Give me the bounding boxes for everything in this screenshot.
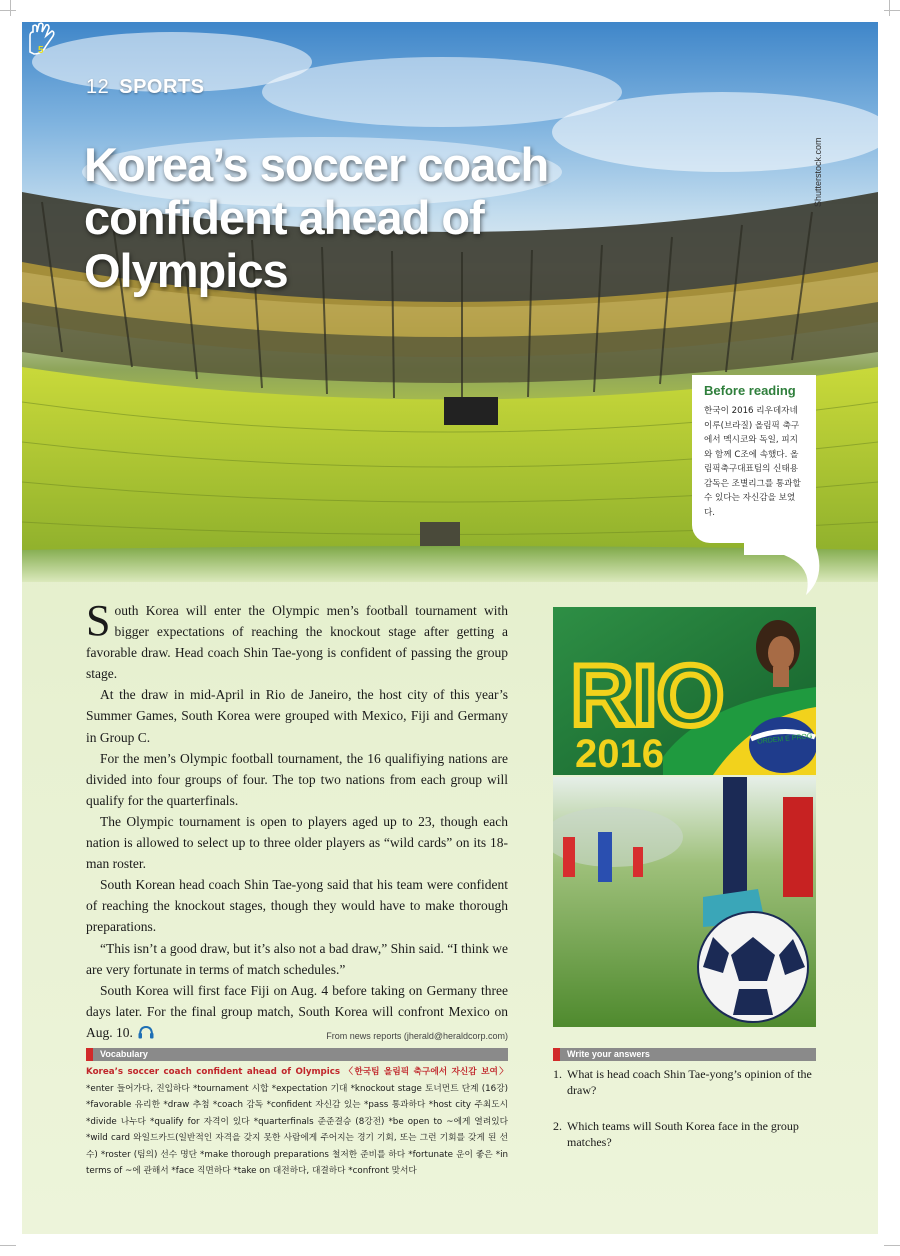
vocabulary-title-ko: 〈한국팀 올림픽 축구에서 자신감 보여〉	[344, 1067, 508, 1077]
article-body	[86, 596, 508, 1047]
article-paragraph	[86, 596, 508, 684]
rio-2016-image	[553, 607, 816, 775]
section-header	[86, 76, 205, 99]
rio-word: RIO	[571, 648, 724, 744]
article-last-text: South Korea will first face Fiji on Aug. 4 before taking on Germany three days later. For the final group match, South Korea will confront Mexico on Aug. 10.	[86, 982, 508, 1040]
red-marker	[553, 1048, 560, 1061]
section-name: SPORTS	[119, 76, 205, 98]
before-reading-box	[692, 375, 816, 543]
vocabulary-body	[86, 1064, 508, 1180]
question-text: Which teams will South Korea face in the group matches?	[567, 1119, 799, 1149]
section-number: 12	[86, 76, 110, 98]
level-hand-icon	[22, 22, 62, 58]
vocabulary-text: *enter 들어가다, 진입하다 *tournament 시합 *expectation 기대 *knockout stage 토너먼트 단계 (16강) *favorable 유리한 *draw 추첨 *coach 감독 *confident 자신감 있는 *pass 통과하다 *host city 주최도시 *divide 나누다 *qualify for 자격이 있다 *quarterfinals 준준결승 (8강전) *be open to ~에게 열려있다 *wild card 와일드카드(일반적인 자격을 갖지 못한 사람에게 주어지는 경기 기회, 또는 그런 기회를 갖게 된 선수) *roster (팀의) 선수 명단 *make thorough preparations 철저한 준비를 하다 *fortunate 운이 좋은 *in terms of ~에 관해서 *face 직면하다 *take on 대전하다, 대결하다 *confront 맞서다	[86, 1083, 508, 1176]
question-number: 2.	[553, 1119, 562, 1133]
rio-year: 2016	[575, 732, 664, 775]
crop-mark	[0, 10, 16, 11]
vocabulary-title: Korea’s soccer coach confident ahead of Olympics	[86, 1067, 341, 1077]
article-paragraph: At the draw in mid-April in Rio de Janeiro, the host city of this year’s Summer Games, South Korea were grouped with Mexico, Fiji and Germany in Group C.	[86, 687, 508, 745]
level-number: 5	[38, 45, 44, 56]
crop-mark	[884, 10, 900, 11]
write-answers-label: Write your answers	[567, 1049, 650, 1059]
vocabulary-label: Vocabulary	[100, 1049, 148, 1059]
red-marker	[86, 1048, 93, 1061]
photo-credit	[808, 132, 828, 212]
news-source: From news reports (jherald@heraldcorp.com)	[326, 1030, 508, 1041]
crop-mark	[0, 1245, 16, 1246]
vocabulary-header	[86, 1048, 508, 1061]
article-paragraph: The Olympic tournament is open to players aged up to 23, though each nation is allowed to select up to three older players as “wild cards” on its 18-man roster.	[86, 813, 508, 872]
write-answers-header	[553, 1048, 816, 1061]
question-item	[553, 1118, 816, 1150]
flag-motto: ORDEM E PROG	[757, 732, 813, 746]
question-list	[553, 1066, 816, 1170]
article-first-text: outh Korea will enter the Olympic men’s football tournament with bigger expectations of reaching the knockout stage after getting a favorable draw. Head coach Shin Tae-yong is confident of passing the group stage.	[86, 603, 508, 682]
before-reading-title: Before reading	[704, 383, 796, 398]
crop-mark	[889, 0, 890, 16]
article-paragraph: South Korean head coach Shin Tae-yong said that his team were confident of reaching the knockout stages, though they would have to make thorough preparations.	[86, 877, 508, 935]
question-text: What is head coach Shin Tae-yong’s opinion of the draw?	[567, 1067, 812, 1097]
crop-mark	[10, 0, 11, 16]
headline: Korea’s soccer coach confident ahead of Olympics	[84, 138, 549, 297]
question-number: 1.	[553, 1067, 562, 1081]
article-paragraph: “This isn’t a good draw, but it’s also not a bad draw,” Shin said. “I think we are very fortunate in terms of match schedules.”	[86, 940, 508, 977]
article-paragraph: For the men’s Olympic football tournament, the 16 qualifiying nations are divided into four groups of four. The top two nations from each group will qualify for the quarterfinals.	[86, 750, 508, 808]
article-paragraph	[86, 980, 508, 1043]
headphones-icon[interactable]	[137, 1025, 155, 1039]
photo-credit-text: Shutterstock.com	[813, 137, 823, 207]
crop-mark	[884, 1245, 900, 1246]
question-item	[553, 1066, 816, 1098]
soccer-ball-photo	[553, 777, 816, 1027]
before-reading-text: 한국이 2016 리우데자네이루(브라질) 올림픽 축구에서 멕시코와 독일, 피지와 함께 C조에 속했다. 올림픽축구대표팀의 신태용 감독은 조별리그를 통과할 수 있다는 자신감을 보였다.	[704, 406, 801, 518]
drop-cap: S	[86, 596, 111, 645]
newspaper-page	[22, 22, 878, 1234]
speech-bubble-tail	[744, 537, 836, 595]
